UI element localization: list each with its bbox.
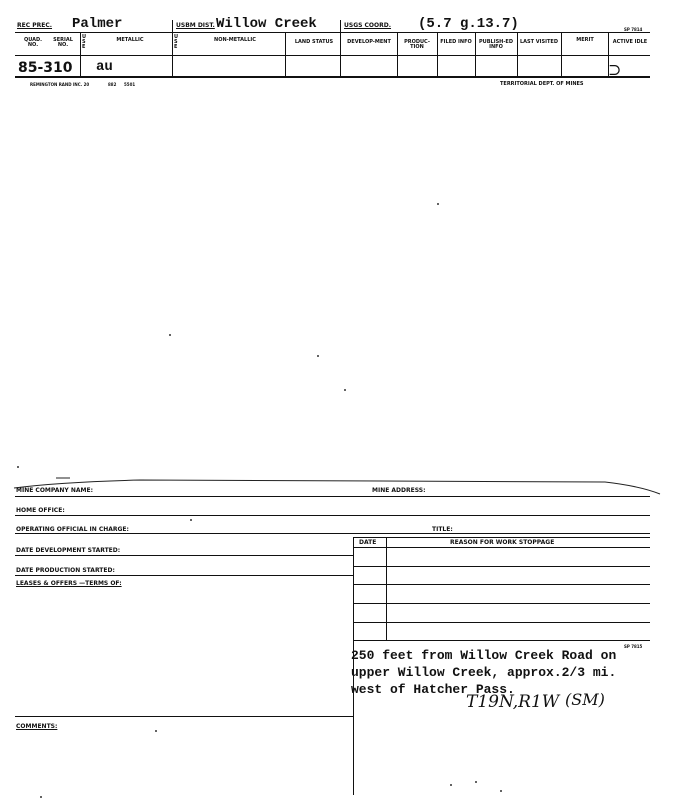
scan-speck <box>475 781 477 783</box>
date-production-label: DATE PRODUCTION STARTED: <box>16 567 115 574</box>
use-marker-1: U S E <box>82 34 87 50</box>
handwritten-meridian: (SM) <box>565 690 605 709</box>
rule-comments <box>15 716 353 717</box>
divider-last <box>517 32 518 76</box>
published-info-label: PUBLISH-ED INFO <box>478 39 513 50</box>
active-idle-mark: ⊃ <box>608 60 622 79</box>
divider-coord <box>340 20 341 76</box>
printer-code-1: 882 <box>108 82 117 87</box>
rule-table-header <box>353 547 650 548</box>
scan-speck <box>437 203 439 205</box>
scan-speck <box>40 796 42 798</box>
rec-prec-label: REC PREC. <box>17 22 53 29</box>
divider-pub <box>475 32 476 76</box>
merit-label: MERIT <box>576 37 594 43</box>
active-idle-label: ACTIVE IDLE <box>612 39 648 45</box>
development-label: DEVELOP-MENT <box>347 39 391 45</box>
comments-label: COMMENTS: <box>16 723 58 730</box>
rule-table-row2 <box>353 584 650 585</box>
quad-no-label: QUAD. NO. <box>23 37 43 48</box>
usbm-dist-value: Willow Creek <box>216 16 317 32</box>
usgs-coord-value: (5.7 ɡ.13.7) <box>418 16 519 32</box>
usgs-coord-label: USGS COORD. <box>344 22 392 29</box>
production-label: PRODUC-TION <box>404 39 430 50</box>
date-column-label: DATE <box>359 539 377 546</box>
filed-info-label: FILED INFO <box>440 39 472 45</box>
rule-table-top <box>353 537 650 538</box>
use-marker-2: U S E <box>174 34 179 50</box>
rule-table-bottom <box>353 640 650 641</box>
divider-date-col <box>386 537 387 640</box>
rule-dev-started <box>15 555 353 556</box>
usbm-dist-label: USBM DIST. <box>176 22 215 29</box>
rule-home-office <box>15 515 650 516</box>
metallic-value: au <box>96 59 113 75</box>
scan-speck <box>344 389 346 391</box>
scan-speck <box>169 334 171 336</box>
scan-speck <box>155 730 157 732</box>
form-number-top: SP 7814 <box>624 27 643 32</box>
form-number-bottom: SP 7815 <box>624 644 643 649</box>
rule-column-headers <box>15 55 650 56</box>
rule-prod-started <box>15 575 353 576</box>
rec-prec-value: Palmer <box>72 16 123 32</box>
serial-no-label: SERIAL NO. <box>53 37 73 48</box>
printer-code-2: 5501 <box>124 82 136 87</box>
leases-label: LEASES & OFFERS —TERMS OF: <box>16 580 122 587</box>
rule-official <box>15 533 650 534</box>
divider-filed <box>437 32 438 76</box>
rule-table-row3 <box>353 603 650 604</box>
divider-prod <box>397 32 398 76</box>
scan-speck <box>450 784 452 786</box>
non-metallic-label: NON-METALLIC <box>214 37 256 43</box>
handwritten-township: T19N,R1W <box>466 692 560 712</box>
mine-address-label: MINE ADDRESS: <box>372 487 426 494</box>
rule-company <box>15 496 650 497</box>
divider-land <box>285 32 286 76</box>
divider-dist <box>172 20 173 76</box>
scan-speck <box>17 466 19 468</box>
divider-serial <box>80 32 81 76</box>
printer-label: REMINGTON RAND INC. 20 <box>30 82 90 87</box>
location-line-2: upper Willow Creek, approx.2/3 mi. <box>351 665 617 680</box>
last-visited-label: LAST VISITED <box>520 39 558 45</box>
location-line-1: 250 feet from Willow Creek Road on <box>351 648 617 663</box>
divider-merit <box>561 32 562 76</box>
rule-bottom <box>15 76 650 78</box>
home-office-label: HOME OFFICE: <box>16 507 65 514</box>
quad-serial-value: 85-310 <box>18 60 73 76</box>
land-status-label: LAND STATUS <box>294 39 334 45</box>
rule-table-row4 <box>353 622 650 623</box>
mine-company-name-label: MINE COMPANY NAME: <box>16 487 93 494</box>
department-label: TERRITORIAL DEPT. OF MINES <box>500 81 584 87</box>
title-label: TITLE: <box>432 526 453 533</box>
operating-official-label: OPERATING OFFICIAL IN CHARGE: <box>16 526 129 533</box>
rule-table-row1 <box>353 566 650 567</box>
metallic-label: METALLIC <box>116 37 144 43</box>
scan-speck <box>500 790 502 792</box>
scan-speck <box>317 355 319 357</box>
scan-speck <box>190 519 192 521</box>
rule-top-header <box>15 32 650 33</box>
location-line-3: west of Hatcher Pass. <box>351 682 515 697</box>
reason-column-label: REASON FOR WORK STOPPAGE <box>450 539 555 546</box>
date-development-label: DATE DEVELOPMENT STARTED: <box>16 547 121 554</box>
